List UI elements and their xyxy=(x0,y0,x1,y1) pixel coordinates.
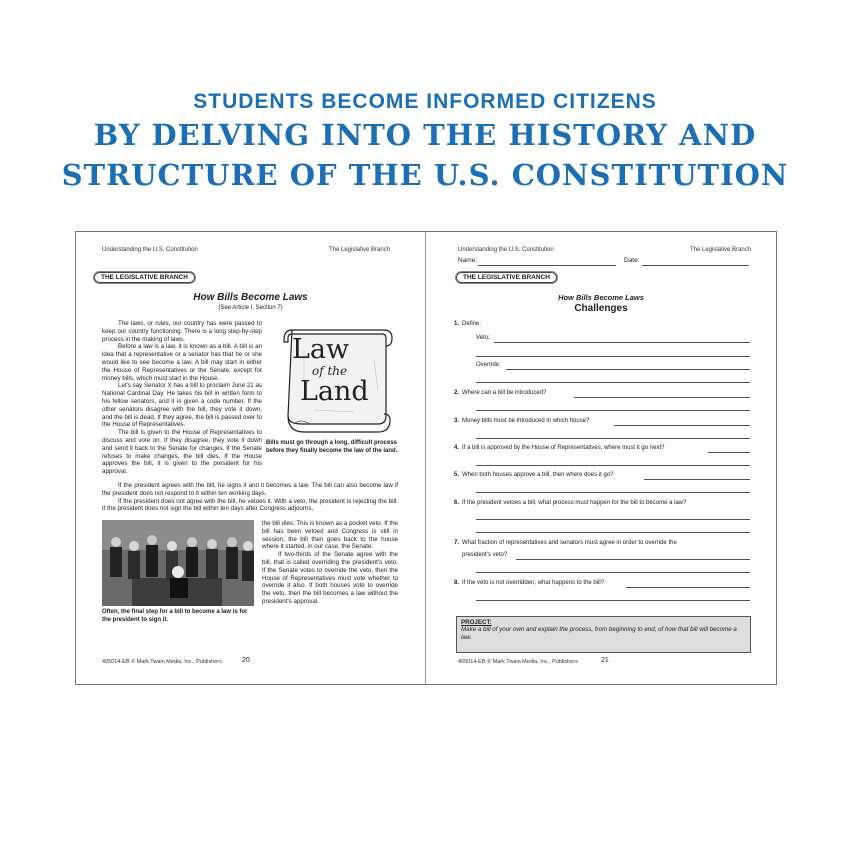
scroll-word-of-the: of the xyxy=(312,364,348,378)
answer-line[interactable] xyxy=(476,410,750,411)
photo-people-icon xyxy=(102,520,254,606)
scroll-word-law: Law xyxy=(292,334,350,365)
left-header-section: The Legislative Branch xyxy=(329,247,391,253)
question-number: 8. xyxy=(454,580,460,586)
name-field[interactable] xyxy=(478,265,616,266)
question-text: If the veto is not overridden, what happens to the bill? xyxy=(462,580,605,586)
answer-line[interactable] xyxy=(506,369,750,370)
answer-line[interactable] xyxy=(476,492,750,493)
right-title: How Bills Become Laws xyxy=(558,293,644,302)
question-5 xyxy=(454,472,614,478)
left-subtitle: (See Article I, Section 7) xyxy=(218,305,283,311)
left-header-title: Understanding the U.S. Constitution xyxy=(102,247,198,253)
question-text: If a bill is approved by the House of Representatives, where must it go next? xyxy=(462,445,665,451)
question-number: 4. xyxy=(454,445,460,451)
question-4 xyxy=(454,445,665,451)
answer-line[interactable] xyxy=(644,479,750,480)
question-number: 1. xyxy=(454,321,460,327)
answer-line[interactable] xyxy=(476,356,750,357)
answer-line[interactable] xyxy=(476,465,750,466)
answer-line[interactable] xyxy=(626,587,750,588)
paragraph: the bill dies. This is known as a pocket veto. If the bill has been vetoed and Congress is still in session, the bill then goes back to the house where it started, in our case, the Senate. xyxy=(262,520,398,551)
question-2 xyxy=(454,390,547,396)
question-number: 6. xyxy=(454,500,460,506)
law-of-the-land-scroll xyxy=(274,320,396,438)
question-7-cont: president's veto? xyxy=(462,552,508,558)
paragraph: If the president agrees with the bill, he signs it and it becomes a law. The bill can also become law if the president does not respond to it within ten working days. xyxy=(102,482,398,497)
left-page xyxy=(76,232,425,684)
question-text: Define: xyxy=(462,321,482,327)
right-page xyxy=(426,232,776,684)
answer-line[interactable] xyxy=(476,382,750,383)
banner-line-3: STRUCTURE OF THE U.S. CONSTITUTION xyxy=(61,158,789,192)
paragraph: The laws, or rules, our country has were passed to keep our country functioning. There is a long step-by-step process in the making of laws. xyxy=(102,320,262,343)
right-page-number: 21 xyxy=(601,657,609,664)
left-title: How Bills Become Laws xyxy=(193,292,308,303)
date-label: Date: xyxy=(624,257,640,264)
banner-line-1: STUDENTS BECOME INFORMED CITIZENS xyxy=(193,90,657,113)
body-text-right xyxy=(262,520,398,606)
question-number: 3. xyxy=(454,418,460,424)
question-1 xyxy=(454,321,482,327)
banner-line-2: BY DELVING INTO THE HISTORY AND xyxy=(93,118,757,152)
veto-label: Veto: xyxy=(476,335,490,341)
question-8 xyxy=(454,580,605,586)
answer-line[interactable] xyxy=(614,425,750,426)
question-text: Money bills must be introduced in which house? xyxy=(462,418,590,424)
right-header-title: Understanding the U.S. Constitution xyxy=(458,247,554,253)
left-section-tab: THE LEGISLATIVE BRANCH xyxy=(94,272,195,283)
body-text-wide xyxy=(102,482,398,513)
answer-line[interactable] xyxy=(476,438,750,439)
question-3 xyxy=(454,418,590,424)
question-text: When both houses approve a bill, then where does it go? xyxy=(462,472,614,478)
paragraph: Before a law is a law, it is known as a bill. A bill is an idea that a representative or a senator has that he or she would like to see become a law. A bill may start in either the House of Representatives or the Senate, except for money bills, which must start in the House. xyxy=(102,343,262,382)
question-text: What fraction of representatives and senators must agree in order to override the xyxy=(462,540,677,546)
right-header-section: The Legislative Branch xyxy=(690,247,752,253)
question-text: If the president vetoes a bill, what process must happen for the bill to become a law? xyxy=(462,500,687,506)
answer-line[interactable] xyxy=(574,397,750,398)
paragraph: Let's say Senator X has a bill to proclaim June 21 as National Cardinal Day. He takes his bill in written form to his fellow senators, and it is given a code number. If the other senators disagree with the bill, they vote it down, and the bill is dead. If they agree, the bill is passed over to the House of Representatives. xyxy=(102,382,262,429)
question-number: 2. xyxy=(454,390,460,396)
answer-line[interactable] xyxy=(476,532,750,533)
question-number: 7. xyxy=(454,540,460,546)
override-label: Override: xyxy=(476,362,501,368)
answer-line[interactable] xyxy=(476,572,750,573)
paragraph: The bill is given to the House of Representatives to discuss and vote on. If they disagree, they vote it down and send it back to the Senate for changes. If the Senate refuses to make changes, the bill dies. If the House approves the bill, it is given to the president for his approval. xyxy=(102,429,262,476)
body-text-top xyxy=(102,320,262,476)
name-label: Name: xyxy=(458,257,478,264)
question-7 xyxy=(454,540,677,546)
question-text: Where can a bill be introduced? xyxy=(462,390,547,396)
right-footer: 405014-EB © Mark Twain Media, Inc., Publishers xyxy=(458,659,578,665)
paragraph: If two-thirds of the Senate agree with the bill, that is called overriding the president's veto. If the Senate votes to override the veto, then the House of Representatives must vote whether to override it also. If both houses vote to override the veto, then the bill becomes a law without the president's approval. xyxy=(262,551,398,605)
answer-line[interactable] xyxy=(476,600,750,601)
answer-line[interactable] xyxy=(708,452,750,453)
scroll-word-land: Land xyxy=(300,376,369,407)
answer-line[interactable] xyxy=(494,342,750,343)
left-footer: 405014-EB © Mark Twain Media, Inc., Publishers xyxy=(102,659,222,665)
paragraph: If the president does not agree with the bill, he vetoes it. With a veto, the president is rejecting the bill. If the president does not sign the bill within ten days after Congress adjourns, xyxy=(102,497,398,513)
date-field[interactable] xyxy=(642,265,749,266)
book-spread xyxy=(75,231,777,685)
photo-caption: Often, the final step for a bill to become a law is for the president to sign it. xyxy=(102,609,248,623)
scroll-caption: Bills must go through a long, difficult process before they finally become the law of the land. xyxy=(266,440,398,454)
project-label: PROJECT: xyxy=(461,619,492,626)
answer-line[interactable] xyxy=(476,519,750,520)
answer-line[interactable] xyxy=(516,559,750,560)
right-section-tab: THE LEGISLATIVE BRANCH xyxy=(456,272,557,283)
project-text: Make a bill of your own and explain the process, from beginning to end, of how that bill will become a law. xyxy=(461,626,737,641)
question-number: 5. xyxy=(454,472,460,478)
project-box xyxy=(456,616,751,653)
left-page-number: 20 xyxy=(242,657,250,664)
question-6 xyxy=(454,500,687,506)
bill-signing-photo xyxy=(102,520,254,606)
right-subtitle: Challenges xyxy=(574,303,628,314)
